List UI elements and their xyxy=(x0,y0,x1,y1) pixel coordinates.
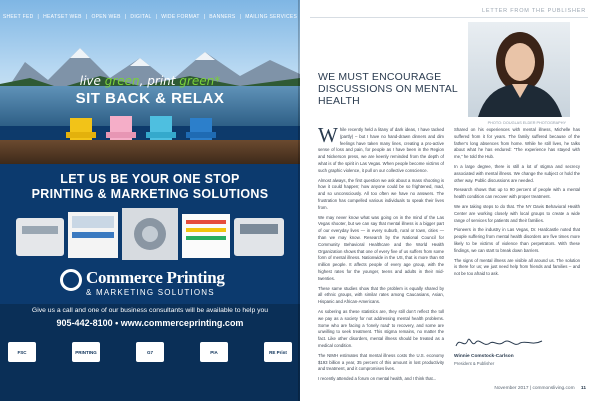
ad-tagline: live green, print green* xyxy=(79,74,221,88)
brand-subtitle: & MARKETING SOLUTIONS xyxy=(86,288,215,297)
article-column-2 xyxy=(454,127,580,281)
site-url: commonsliving.com xyxy=(532,386,575,391)
handwritten-signature xyxy=(454,334,544,352)
signature-name: Winnie Comstock-Carlson xyxy=(454,354,514,359)
brand-name: Commerce Printing xyxy=(86,268,225,287)
paragraph: While recently held a litany of dark ideas, I have tacked (partly) – but I have no hand-drawn dinners and dim feelings have taken many lines, creating a pro-active sense of loss and pain, for people as I have been in the Region and Nickerson press, we are keenly reminded from the depth of what is of the spirit in Las Vegas. When people become victims of such graphic violence, it pull on our collective conscience. xyxy=(318,123,444,173)
service-item: SHEET FED xyxy=(2,14,34,20)
service-item: BANNERS xyxy=(209,14,236,20)
page-footer: November 2017 | commonsliving.com 11 xyxy=(494,386,586,391)
article-column-1 xyxy=(318,123,444,386)
paragraph: In a large degree, there is still a lot of stigma and secrecy associated with mental illness. We change the subject or hold the other way. Public discussions are needed. xyxy=(454,163,580,183)
paragraph: Shared on his experiences with mental illness, Michelle has suffered from it for years. The family suffered because of the father’s long absences from home. While he still lives, he talks about what he has endured: “The experience has stayed with me,” he told the Hub. xyxy=(454,127,580,160)
service-item: DIGITAL xyxy=(130,14,152,20)
paragraph: The signs of mental illness are visible all around us. The solution is there for us; we just need help from friends and families – and not be too afraid to ask. xyxy=(454,257,580,277)
service-item: OPEN WEB xyxy=(91,14,121,20)
phone-website: 905-442-8100 • www.commerceprinting.com xyxy=(56,318,244,328)
wood-deck xyxy=(0,140,300,164)
page-number: 11 xyxy=(580,386,586,391)
paragraph: Pioneers in the industry in Las Vegas, Dr. Hardcastle noted that people suffering from mental health disorders are five times more likely to be victims of violence than perpetrators. With these findings, we can start to break down barriers. xyxy=(454,227,580,253)
paragraph: As sobering as these statistics are, they still don’t reflect the toll we pay as a society for not addressing mental health problems. Some who are facing a ‘lonely road’ to recovery, and some are unwilling to seek treatment. This stigma remains, no matter the fact. Like other disorders, mental illness should be treated as a medical condition. xyxy=(318,308,444,348)
service-item: MAILING SERVICES xyxy=(245,14,298,20)
publisher-portrait xyxy=(468,22,570,117)
paragraph: Research shows that up to 90 percent of people with a mental health condition can recover with proper treatment. xyxy=(454,187,580,200)
issue-date: November 2017 xyxy=(494,386,529,391)
services-bar: SHEET FED | HEATSET WEB | OPEN WEB | DIGITAL | WIDE FORMAT | BANNERS | MAILING SERVICES xyxy=(2,14,298,20)
paragraph: These same studies show that the problem is equally shared by all ethnic groups, with similar rates among Caucasians, Asian, Hispanic and African-Americans. xyxy=(318,285,444,305)
paragraph: We are taking steps to do that. The NY Davis Behavioral Health Center are working closely with local groups to create a wide range of services for patients and their families. xyxy=(454,203,580,223)
drop-cap: W xyxy=(318,123,338,147)
certification-badge: FSC xyxy=(8,342,36,362)
certification-badge: RE Print xyxy=(264,342,292,362)
paragraph: We may never know what was going on in the mind of the Las Vegas shooter, but we can say that mental illness is a bigger part of our everyday lives — in every suburb, rural or town, cities — than we may know. Research by the National Council for Community Behavioral Healthcare and the World Health Organization shows that one of every five of us suffers from some form of mental illness. Nationwide in the US, that is more than 60 million people. It affects people of every age group, with the highest rates for the younger, teens and adults in their mid-twenties. xyxy=(318,214,444,281)
certification-badge: G7 xyxy=(136,342,164,362)
paragraph: I recently attended a forum on mental health, and I think that... xyxy=(318,376,437,382)
ad-subtagline: SIT BACK & RELAX xyxy=(75,90,225,107)
service-item: WIDE FORMAT xyxy=(161,14,200,20)
service-item: HEATSET WEB xyxy=(43,14,82,20)
photo-caption: PHOTO: DOUGLAS ELDER PHOTOGRAPHY xyxy=(487,121,566,125)
certification-badges xyxy=(8,338,292,366)
logo-mark-icon xyxy=(60,269,82,291)
signature-title: President & Publisher xyxy=(454,361,495,366)
section-header: LETTER FROM THE PUBLISHER xyxy=(482,8,586,14)
article-page xyxy=(300,0,600,401)
call-us-text: Give us a call and one of our business consultants will be available to help you xyxy=(31,307,269,314)
certification-badge: PIA xyxy=(200,342,228,362)
printing-machines-collage xyxy=(16,208,284,262)
paragraph: Almost always, the first question we ask about a mass shooting is how it could happen; how anyone could be so frightened, mad, and so unconsciously. All too often we have no answers. The frustration has compelled various individuals to speak their lives from. xyxy=(318,177,444,210)
article-title: WE MUST ENCOURAGE DISCUSSIONS ON MENTAL HEALTH xyxy=(318,71,458,107)
brand-logo xyxy=(60,268,240,298)
header-rule xyxy=(310,17,588,18)
paragraph: The NIMH estimates that mental illness costs the U.S. economy $193 billion a year, 35 percent of this amount in lost productivity and treatment, and it compromises lives. xyxy=(318,352,444,372)
ad-headline: LET US BE YOUR ONE STOP PRINTING & MARKETING SOLUTIONS xyxy=(31,172,269,201)
certification-badge: PRINTING xyxy=(72,342,100,362)
